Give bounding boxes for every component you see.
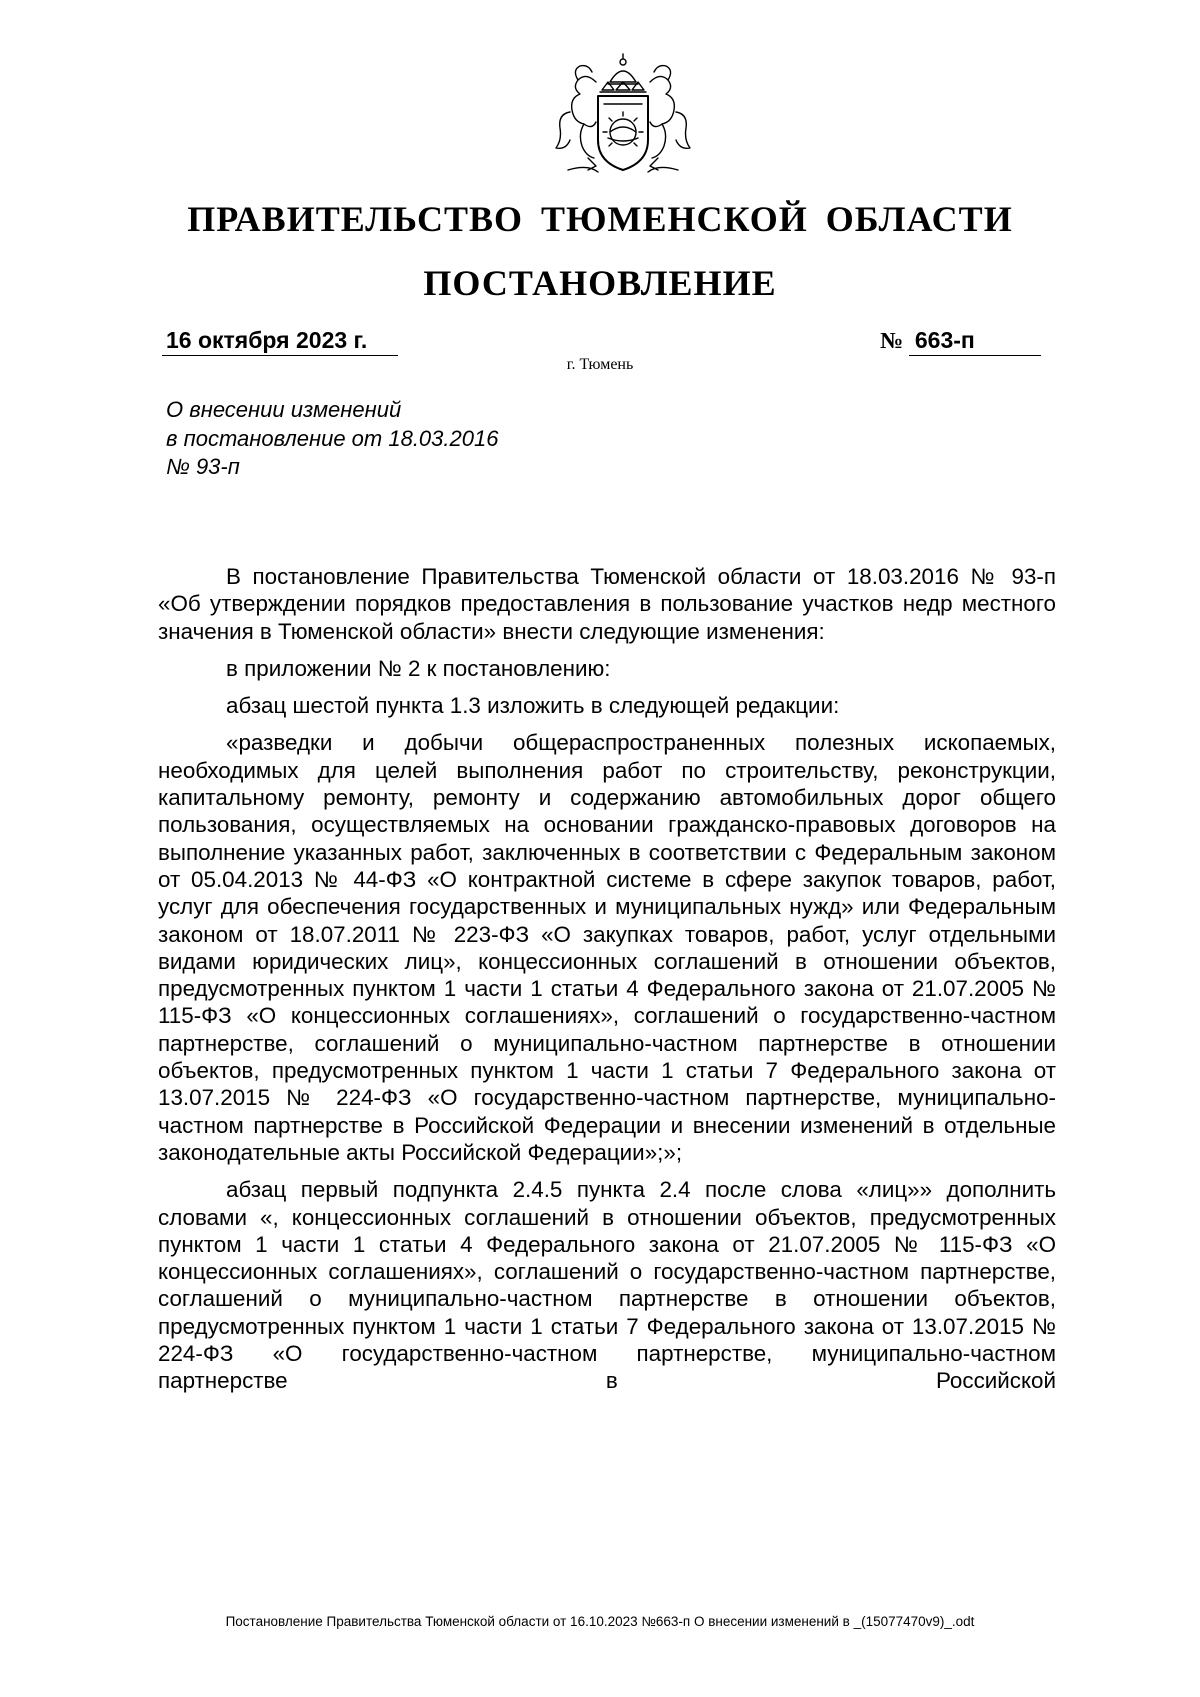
body-paragraph: абзац первый подпункта 2.4.5 пункта 2.4 после слова «лиц»» дополнить словами «, концессионных соглашений в отношении объектов, предусмотренных пунктом 1 части 1 статьи 4 Федерального закона от 21.07.2005 № 115-ФЗ «О концессионных соглашениях», соглашений о государственно-частном партнерстве, соглашений о муниципально-частном партнерстве в отношении объектов, предусмотренных пунктом 1 части 1 статьи 7 Федерального закона от 13.07.2015 № 224-ФЗ «О государственно-частном партнерстве, муниципально-частном партнерстве в Российской [158,1177,1056,1394]
document-body [158,563,1056,1405]
subject-line: № 93-п [166,454,240,479]
document-type: ПОСТАНОВЛЕНИЕ [423,263,777,303]
number-sign: № [880,328,904,353]
body-paragraph: абзац шестой пункта 1.3 изложить в следующей редакции: [226,693,840,719]
coat-of-arms-icon [548,52,698,178]
document-city: г. Тюмень [566,356,634,373]
document-date: 16 октября 2023 г. [162,326,398,356]
subject-line: в постановление от 18.03.2016 [166,425,499,451]
government-title: ПРАВИТЕЛЬСТВО ТЮМЕНСКОЙ ОБЛАСТИ [187,199,1013,239]
document-number: 663-п [909,326,1041,356]
body-paragraph: в приложении № 2 к постановлению: [226,655,611,681]
subject-line: О внесении изменений [166,397,402,422]
body-paragraph: В постановление Правительства Тюменской области от 18.03.2016 № 93-п «Об утверждении порядков предоставления в пользование участков недр местного значения в Тюменской области» внести следующие изменения: [158,564,1056,644]
document-subject [166,396,666,482]
document-footer: Постановление Правительства Тюменской области от 16.10.2023 №663-п О внесении изменений в _(15077470v9)_.odt [225,1614,975,1629]
body-paragraph: «разведки и добычи общераспространенных полезных ископаемых, необходимых для целей выполнения работ по строительству, реконструкции, капитальному ремонту, ремонту и содержанию автомобильных дорог общего пользования, осуществляемых на основании гражданско-правовых договоров на выполнение указанных работ, заключенных в соответствии с Федеральным законом от 05.04.2013 № 44-ФЗ «О контрактной системе в сфере закупок товаров, работ, услуг для обеспечения государственных и муниципальных нужд» или Федеральным законом от 18.07.2011 № 223-ФЗ «О закупках товаров, работ, услуг отдельными видами юридических лиц», концессионных соглашений в отношении объектов, предусмотренных пунктом 1 части 1 статьи 4 Федерального закона от 21.07.2005 № 115-ФЗ «О концессионных соглашениях», соглашений о государственно-частном партнерстве, соглашений о муниципально-частном партнерстве в отношении объектов, предусмотренных пунктом 1 части 1 статьи 7 Федерального закона от 13.07.2015 № 224-ФЗ «О государственно-частном партнерстве, муниципально-частном партнерстве в Российской Федерации и внесении изменений в отдельные законодательные акты Российской Федерации»;»; [158,730,1056,1165]
document-number-field [880,326,1047,356]
